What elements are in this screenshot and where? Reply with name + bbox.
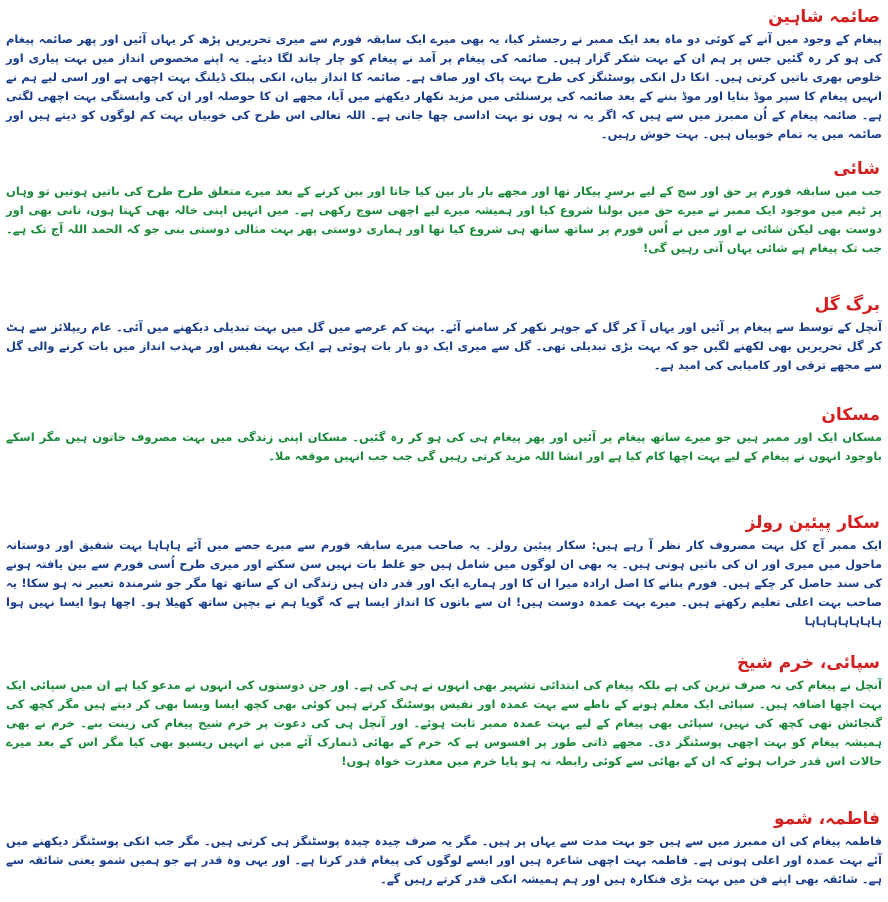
section-shai <box>6 158 882 258</box>
section-fatima-shamo <box>6 808 882 889</box>
section-scorpion-rules <box>6 512 882 631</box>
section-barg-e-gul <box>6 294 882 375</box>
section-title: فاطمہ، شمو <box>773 809 880 829</box>
section-spy-khurram-sheikh <box>6 652 882 771</box>
section-body: مسکان ایک اور ممبر ہیں جو میرے ساتھ پیغام پر آئیں اور پھر پیغام ہی کی ہو کر رہ گئیں۔ مسکان اپنی زندگی میں بہت مصروف خاتون ہیں مگر اسکے باوجود انہوں نے پیغام کے لیے بہت اچھا کام کیا ہے اور انشا اللہ مزید کرتی رہیں گی جب جب انہیں موقعہ ملا۔ <box>6 430 882 463</box>
section-body: جب میں سابقہ فورم پر حق اور سچ کے لیے برسرِ پیکار تھا اور مجھے بار بار بین کیا جاتا اور بین کرنے کے بعد میرے متعلق طرح طرح کی باتیں ہوتیں تو وہاں پر ٹیم میں موجود ایک ممبر نے میرے حق میں بولنا شروع کیا اور ہمیشہ میرے لیے اچھی سوچ رکھی ہے۔ میں انہیں اپنی خالہ بھی کہتا ہوں، نانی بھی اور دوست بھی لیکن شائی نے اور میں نے اُس فورم پر ساتھ ساتھ ہی شروع کیا تھا اور ہماری دوستی پھر بہت مثالی دوستی بنی جو کہ الحمد اللہ آج تک ہے۔ جب تک پیغام ہے شائی یہاں آتی رہیں گی! <box>6 184 882 255</box>
section-body: آنچل کے توسط سے پیغام پر آئیں اور یہاں آ کر گل کے جوہر نکھر کر سامنے آئے۔ بہت کم عرصے میں گل میں بہت تبدیلی دیکھنے میں آئی۔ عام ریپلائز سے ہٹ کر گل تحریریں بھی لکھنے لگیں جو کہ بہت بڑی تبدیلی تھی۔ گل سے میری ایک دو بار بات ہوئی ہے ایک بہت نفیس اور مہذب انداز میں بات کرنے والی گل سے مجھے ترقی اور کامیابی کی امید ہے۔ <box>6 320 882 372</box>
section-saima-shaheen <box>6 6 882 144</box>
section-body: ایک ممبر آج کل بہت مصروف کار نظر آ رہے ہیں: سکار پیئین رولز۔ یہ صاحب میرے سابقہ فورم سے میرے حصے میں آئے ہاہاہا بہت شفیق اور دوستانہ ماحول میں میری اور ان کی باتیں ہوتی ہیں۔ یہ بھی ان لوگوں میں شامل ہیں جو غلط بات نہیں سن سکتے اور میری طرح اُسی فورم سے بین یافتہ ہونے کی سند حاصل کر چکے ہیں۔ فورم بنانے کا اصل ارادہ میرا ان کا اور ہمارے ایک اور قدر دان ہیں زندگی ان کے ساتھ تھا مگر جو شرمندہ تعبیر نہ ہو سکا! یہ صاحب بہت اعلی تعلیم رکھتے ہیں۔ میرے بہت عمدہ دوست ہیں! ان سے باتوں کا انداز ایسا ہے کہ گویا ہم نے بچپن ساتھ کھیلا ہو۔ اچھا ہوا ایسا نہیں ہوا ہاہاہاہاہاہاہا <box>6 538 882 628</box>
section-title: شائی <box>833 159 880 179</box>
section-body: پیغام کے وجود میں آنے کے کوئی دو ماہ بعد ایک ممبر نے رجسٹر کیا، یہ بھی میرے ایک سابقہ فورم سے میری تحریریں پڑھ کر یہاں آئیں اور پھر صائمہ پیغام کی ہو کر رہ گئیں جس پر ہم ان کے بہت شکر گزار ہیں۔ صائمہ کی پیغام پر آمد نے پیغام کو چار چاند لگا دیئے۔ یہ اپنے مخصوص انداز میں بہت پیاری اور خلوص بھری باتیں کرتی ہیں۔ انکا دل انکی پوسٹنگز کی طرح بہت پاک اور صاف ہے۔ صائمہ کا انداز بیان، انکی پبلک ڈیلنگ بہت اچھی ہے اور اسی لیے ہم نے انہیں پیغام کا سپر موڈ بنایا اور موڈ بننے کے بعد صائمہ کی پرسنلٹی میں مزید نکھار دیکھنے میں آیا، مجھے ان کا حوصلہ اور ان کی وابستگی بہت اچھی لگتی ہے۔ صائمہ پیغام کے اُن ممبرز میں سے ہیں کہ اگر یہ نہ ہوں تو بہت اداسی چھا جاتی ہے۔ اللہ تعالی اس طرح کی خوبیاں بہت کم لوگوں کو دیتے ہیں اور صائمہ میں یہ تمام خوبیاں ہیں۔ بہت خوش رہیں۔ <box>6 32 882 141</box>
section-body: آنچل نے پیغام کی نہ صرف تزین کی ہے بلکہ پیغام کی ابتدائی تشہیر بھی انہوں نے ہی کی ہے۔ اور جن دوستوں کی انہوں نے مدعو کیا ہے ان میں سپائی ایک بہت اچھا اضافہ ہیں۔ سپائی ایک معلم ہونے کے ناطے سے بہت عمدہ اور نفیس پوسٹنگ کرتے ہیں کوئی بھی کچھ ایسا ویسا بھی کر دیتے ہیں مگر کچھ کی گنجائش تھی کچھ کی نہیں، سپائی بھی پیغام کے لیے بہت عمدہ ممبر ثابت ہوئے۔ اور آنچل ہی کی دعوت پر خرم شیخ پیغام کی زینت بنے۔ خرم نے بھی ہمیشہ پیغام کو بہت اچھی پوسٹنگز دی۔ مجھے ذاتی طور پر افسوس ہے کہ خرم کے بھائی ڈنمارک آئے میں نے انہیں ریسیو بھی کیا مگر اس کے بعد میرے حالات اس قدر خراب ہوئے کہ ان کے بھائی سے کوئی رابطہ نہ ہو پایا خرم میں معذرت خواہ ہوں! <box>6 678 882 768</box>
section-title: سپائی، خرم شیخ <box>736 653 880 673</box>
section-body: فاطمہ پیغام کی ان ممبرز میں سے ہیں جو بہت مدت سے یہاں پر ہیں۔ مگر یہ صرف چیدہ چیدہ پوسٹنگز ہی کرتی ہیں۔ مگر جب انکی پوسٹنگز دیکھنے میں آئے بہت عمدہ اور اعلی ہوتی ہے۔ فاطمہ بہت اچھی شاعرہ ہیں اور ایسے لوگوں کی پیغام قدر کرتا ہے۔ اور یہی وہ قدر ہے جو ہمیں شمو یعنی شائقہ سے ہے۔ شائقہ بھی اپنے فن میں بہت بڑی فنکارہ ہیں اور ہم ہمیشہ انکی قدر کرتے رہیں گے۔ <box>6 834 882 886</box>
section-title: مسکان <box>821 405 880 425</box>
section-muskan <box>6 404 882 466</box>
section-title: سکار پیئین رولز <box>745 513 880 533</box>
section-title: صائمہ شاہین <box>768 7 880 27</box>
section-title: برگ گل <box>814 295 880 315</box>
